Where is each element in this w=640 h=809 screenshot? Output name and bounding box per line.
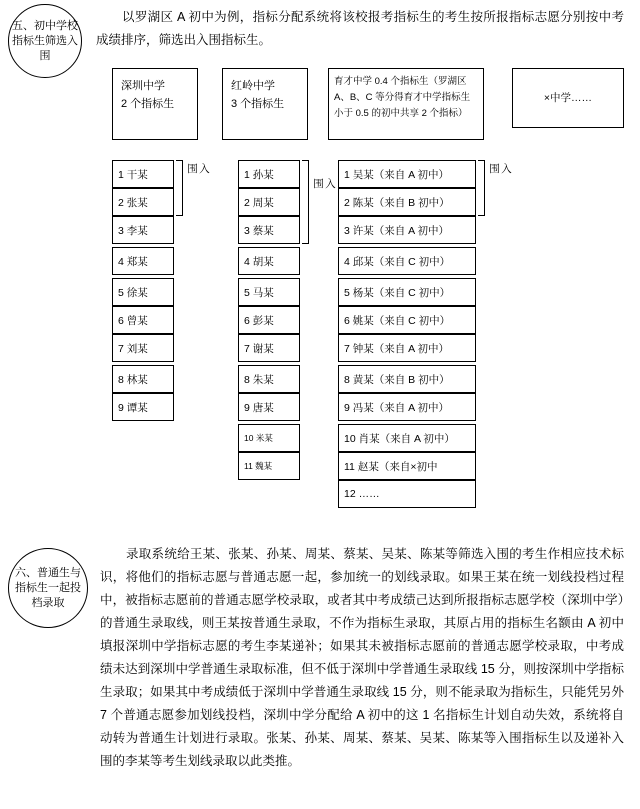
list-item: 1 干某 (112, 160, 174, 188)
list-item: 2 周某 (238, 188, 300, 216)
list-item: 5 杨某（来自 C 初中） (338, 278, 476, 306)
school-quota: 2 个指标生 (121, 98, 175, 110)
school-name: 育才中学 0.4 个指标生（罗湖区 A、B、C 等分得育才中学指标生小于 0.5 的初中共享 2 个指标） (334, 76, 471, 119)
section-6-label: 六、普通生与指标生一起投档录取 (8, 548, 88, 628)
bracket-yucai (478, 160, 485, 216)
school-box-yucai (328, 68, 484, 140)
list-item: 1 吴某（来自 A 初中） (338, 160, 476, 188)
list-item: 11 魏某 (238, 452, 300, 480)
school-name: 红岭中学 (231, 80, 275, 92)
section-5-paragraph: 以罗湖区 A 初中为例，指标分配系统将该校报考指标生的考生按所报指标志愿分别按中考成绩排序，筛选出入围指标生。 (96, 10, 624, 47)
list-item: 6 姚某（来自 C 初中） (338, 306, 476, 334)
list-item: 8 朱某 (238, 365, 300, 393)
list-item: 8 林某 (112, 365, 174, 393)
bracket-hongling (302, 160, 309, 244)
list-item: 9 谭某 (112, 393, 174, 421)
list-item: 12 …… (338, 480, 476, 508)
list-item: 7 刘某 (112, 334, 174, 362)
school-box-shenzhen (112, 68, 198, 140)
list-item: 4 邱某（来自 C 初中） (338, 247, 476, 275)
list-item: 8 黄某（来自 B 初中） (338, 365, 476, 393)
list-item: 7 谢某 (238, 334, 300, 362)
list-item: 2 张某 (112, 188, 174, 216)
list-item: 3 许某（来自 A 初中） (338, 216, 476, 244)
list-item: 10 肖某（来自 A 初中） (338, 424, 476, 452)
school-name: ×中学…… (543, 92, 593, 104)
list-item: 2 陈某（来自 B 初中） (338, 188, 476, 216)
bracket-shenzhen (176, 160, 183, 216)
section-5-label: 五、初中学校 指标生筛选入围 (8, 4, 82, 78)
list-item: 4 郑某 (112, 247, 174, 275)
bracket-label-yucai: 入围 (488, 163, 512, 175)
school-name: 深圳中学 (121, 80, 165, 92)
list-item: 6 彭某 (238, 306, 300, 334)
list-item: 4 胡某 (238, 247, 300, 275)
list-item: 3 蔡某 (238, 216, 300, 244)
section-6-paragraph: 录取系统给王某、张某、孙某、周某、蔡某、吴某、陈某等筛选入围的考生作相应技术标识，将他们的指标志愿与普通志愿一起，参加统一的划线录取。如果王某在统一划线投档过程中，被指标志愿前的普通志愿学校录取，或者其中考成绩己达到所报指标志愿学校（深圳中学）的普通生录取线，则王某按普通生录取，不作为指标生录取，其原占用的指标生名额由 A 初中填报深圳中学指标志愿的考生李某递补；如果其未被指标志愿前的普通志愿学校录取，中考成绩未达到深圳中学普通生录取标准，但不低于深圳中学普通生录取线 15 分，则按深圳中学指标生录取；如果其中考成绩低于深圳中学普通生录取线 15 分，则不能录取为指标生，只能凭另外 7 个普通志愿参加划线投档，深圳中学分配给 A 初中的这 1 名指标生计划自动失效，系统将自动转为普通生计划进行录取。张某、孙某、周某、蔡某、吴某、陈某等入围指标生以及递补入围的李某等考生划线录取以此类推。 (100, 547, 624, 768)
list-item: 3 李某 (112, 216, 174, 244)
list-item: 7 钟某（来自 A 初中） (338, 334, 476, 362)
list-item: 11 赵某（来自×初中 (338, 452, 476, 480)
bracket-label-shenzhen: 入围 (186, 163, 210, 175)
school-box-other (512, 68, 624, 128)
list-item: 5 徐某 (112, 278, 174, 306)
school-box-hongling (222, 68, 308, 140)
bracket-label-hongling: 入围 (312, 178, 336, 190)
list-item: 9 冯某（来自 A 初中） (338, 393, 476, 421)
list-item: 10 米某 (238, 424, 300, 452)
list-item: 5 马某 (238, 278, 300, 306)
school-quota: 3 个指标生 (231, 98, 285, 110)
list-item: 9 唐某 (238, 393, 300, 421)
list-item: 6 曾某 (112, 306, 174, 334)
list-item: 1 孙某 (238, 160, 300, 188)
